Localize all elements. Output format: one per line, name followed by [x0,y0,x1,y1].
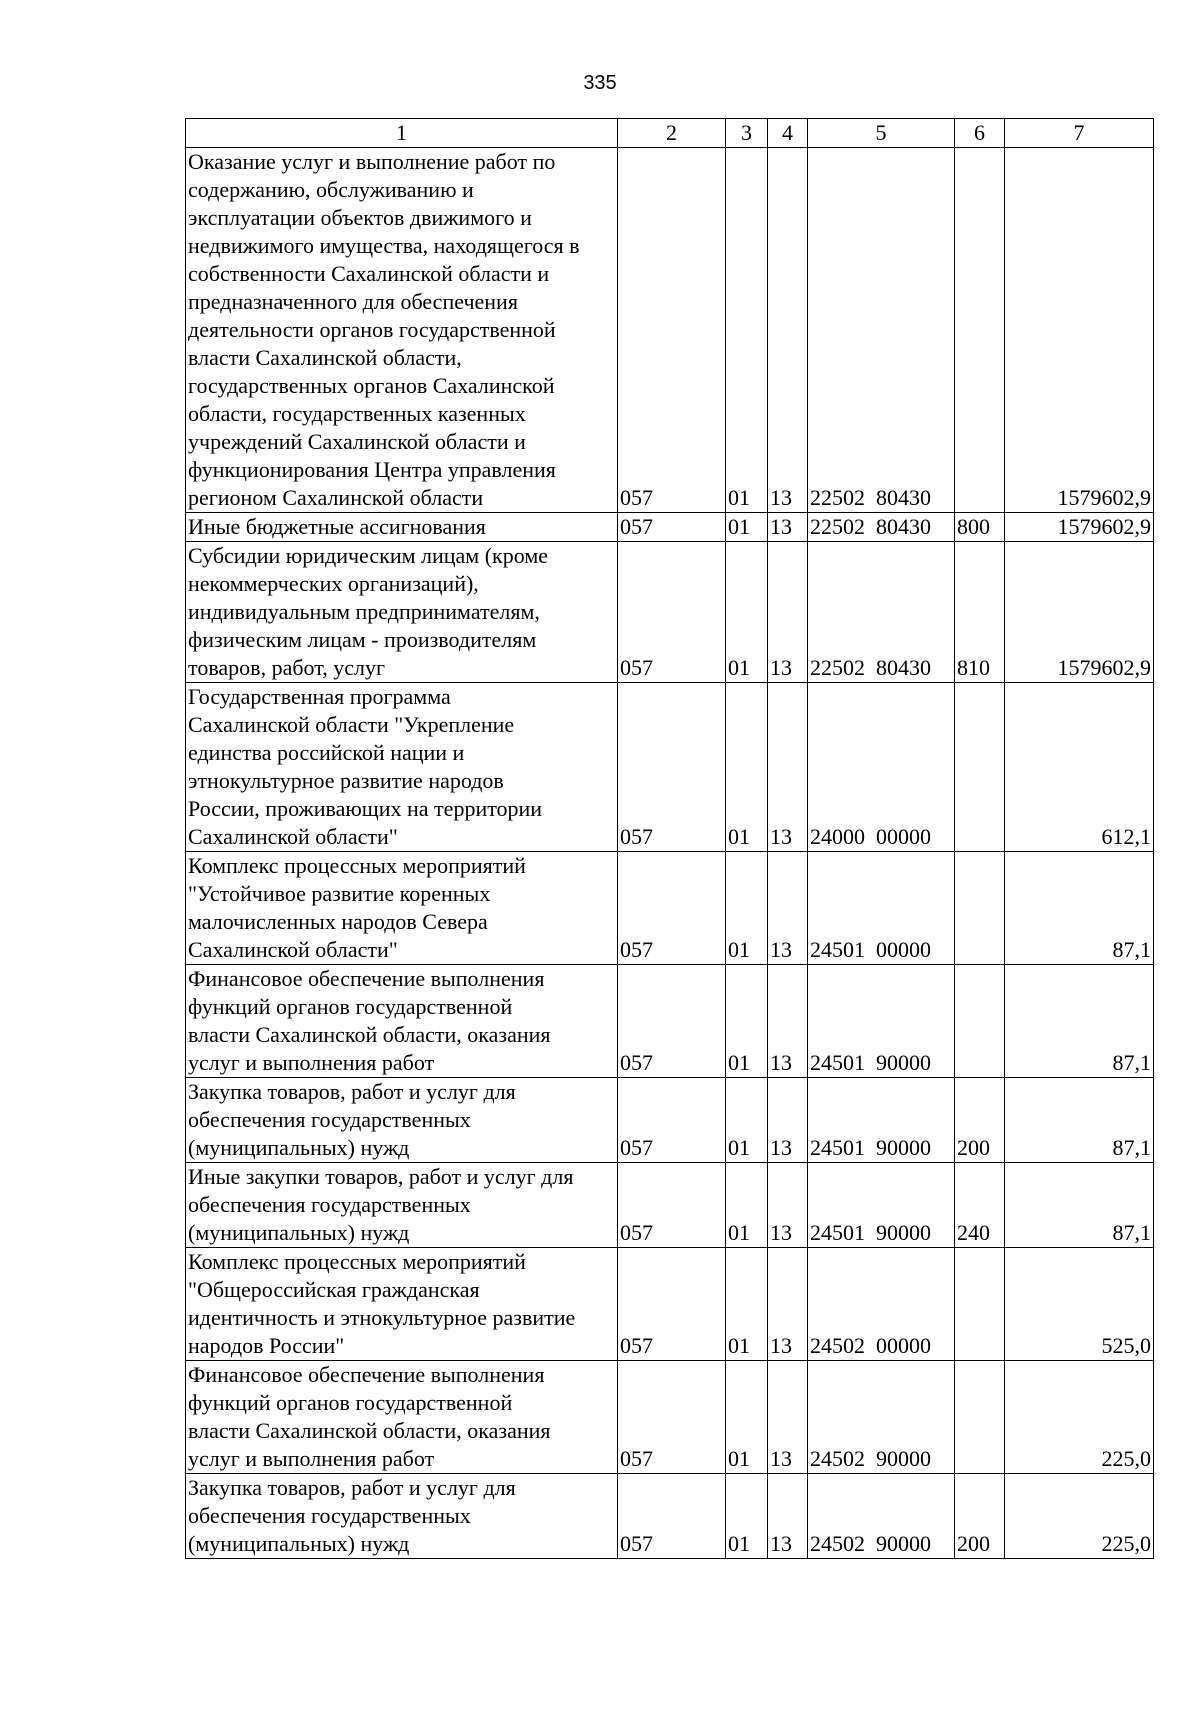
table-row [186,1163,1154,1248]
table-row [186,852,1154,965]
expense-type: 200 [955,1474,1005,1559]
header-row [186,119,1154,148]
page-number: 335 [583,72,617,94]
subsection-code-2: 13 [768,1163,808,1248]
row-name: Государственная программа Сахалинской области "Укрепление единства российской нации и этнокультурное развитие народов России, проживающих на территории Сахалинской области" [186,683,618,852]
subsection-code: 01 [726,542,768,683]
subsection-code: 01 [726,1361,768,1474]
table-row [186,683,1154,852]
row-name: Финансовое обеспечение выполнения функций органов государственной власти Сахалинской области, оказания услуг и выполнения работ [186,1361,618,1474]
expense-type [955,148,1005,513]
row-name: Иные бюджетные ассигнования [186,513,618,542]
target-article: 24502 90000 [808,1474,955,1559]
amount: 1579602,9 [1005,148,1154,513]
section-code: 057 [618,1163,726,1248]
subsection-code-2: 13 [768,513,808,542]
target-article: 24501 00000 [808,852,955,965]
row-name: Комплекс процессных мероприятий "Устойчивое развитие коренных малочисленных народов Севера Сахалинской области" [186,852,618,965]
target-article: 24501 90000 [808,1163,955,1248]
table-row [186,1474,1154,1559]
row-name: Субсидии юридическим лицам (кроме некоммерческих организаций), индивидуальным предпринимателям, физическим лицам - производителям товаров, работ, услуг [186,542,618,683]
subsection-code: 01 [726,852,768,965]
amount: 225,0 [1005,1474,1154,1559]
amount: 87,1 [1005,1163,1154,1248]
header-col-3: 3 [726,119,768,148]
header-col-4: 4 [768,119,808,148]
table-row [186,1078,1154,1163]
target-article: 24502 00000 [808,1248,955,1361]
subsection-code-2: 13 [768,1248,808,1361]
amount: 87,1 [1005,965,1154,1078]
subsection-code-2: 13 [768,148,808,513]
amount: 87,1 [1005,852,1154,965]
expense-type: 240 [955,1163,1005,1248]
section-code: 057 [618,1474,726,1559]
table-row [186,1248,1154,1361]
section-code: 057 [618,542,726,683]
table-row [186,965,1154,1078]
subsection-code: 01 [726,1474,768,1559]
target-article: 22502 80430 [808,542,955,683]
subsection-code-2: 13 [768,852,808,965]
expense-type [955,965,1005,1078]
subsection-code-2: 13 [768,1078,808,1163]
subsection-code-2: 13 [768,1474,808,1559]
target-article: 22502 80430 [808,148,955,513]
section-code: 057 [618,1361,726,1474]
subsection-code: 01 [726,1163,768,1248]
expense-type: 810 [955,542,1005,683]
row-name: Финансовое обеспечение выполнения функций органов государственной власти Сахалинской области, оказания услуг и выполнения работ [186,965,618,1078]
section-code: 057 [618,513,726,542]
budget-table [185,118,1154,1559]
subsection-code-2: 13 [768,965,808,1078]
subsection-code-2: 13 [768,1361,808,1474]
amount: 87,1 [1005,1078,1154,1163]
section-code: 057 [618,1248,726,1361]
subsection-code: 01 [726,965,768,1078]
subsection-code: 01 [726,1078,768,1163]
expense-type: 800 [955,513,1005,542]
header-col-7: 7 [1005,119,1154,148]
subsection-code: 01 [726,683,768,852]
expense-type [955,852,1005,965]
subsection-code: 01 [726,1248,768,1361]
header-col-1: 1 [186,119,618,148]
table-row [186,513,1154,542]
row-name: Закупка товаров, работ и услуг для обеспечения государственных (муниципальных) нужд [186,1078,618,1163]
subsection-code-2: 13 [768,683,808,852]
subsection-code: 01 [726,513,768,542]
subsection-code-2: 13 [768,542,808,683]
header-col-5: 5 [808,119,955,148]
amount: 525,0 [1005,1248,1154,1361]
amount: 612,1 [1005,683,1154,852]
amount: 1579602,9 [1005,542,1154,683]
row-name: Комплекс процессных мероприятий "Общероссийская гражданская идентичность и этнокультурное развитие народов России" [186,1248,618,1361]
expense-type [955,1248,1005,1361]
section-code: 057 [618,852,726,965]
table-row [186,542,1154,683]
row-name: Иные закупки товаров, работ и услуг для обеспечения государственных (муниципальных) нужд [186,1163,618,1248]
target-article: 24000 00000 [808,683,955,852]
header-col-2: 2 [618,119,726,148]
row-name: Оказание услуг и выполнение работ по содержанию, обслуживанию и эксплуатации объектов движимого и недвижимого имущества, находящегося в собственности Сахалинской области и предназначенного для обеспечения деятельности органов государственной власти Сахалинской области, государственных органов Сахалинской области, государственных казенных учреждений Сахалинской области и функционирования Центра управления регионом Сахалинской области [186,148,618,513]
target-article: 24502 90000 [808,1361,955,1474]
target-article: 24501 90000 [808,1078,955,1163]
target-article: 22502 80430 [808,513,955,542]
expense-type [955,1361,1005,1474]
amount: 225,0 [1005,1361,1154,1474]
section-code: 057 [618,683,726,852]
table-row [186,1361,1154,1474]
subsection-code: 01 [726,148,768,513]
target-article: 24501 90000 [808,965,955,1078]
amount: 1579602,9 [1005,513,1154,542]
section-code: 057 [618,148,726,513]
header-col-6: 6 [955,119,1005,148]
section-code: 057 [618,1078,726,1163]
expense-type: 200 [955,1078,1005,1163]
row-name: Закупка товаров, работ и услуг для обеспечения государственных (муниципальных) нужд [186,1474,618,1559]
expense-type [955,683,1005,852]
table-row [186,148,1154,513]
section-code: 057 [618,965,726,1078]
